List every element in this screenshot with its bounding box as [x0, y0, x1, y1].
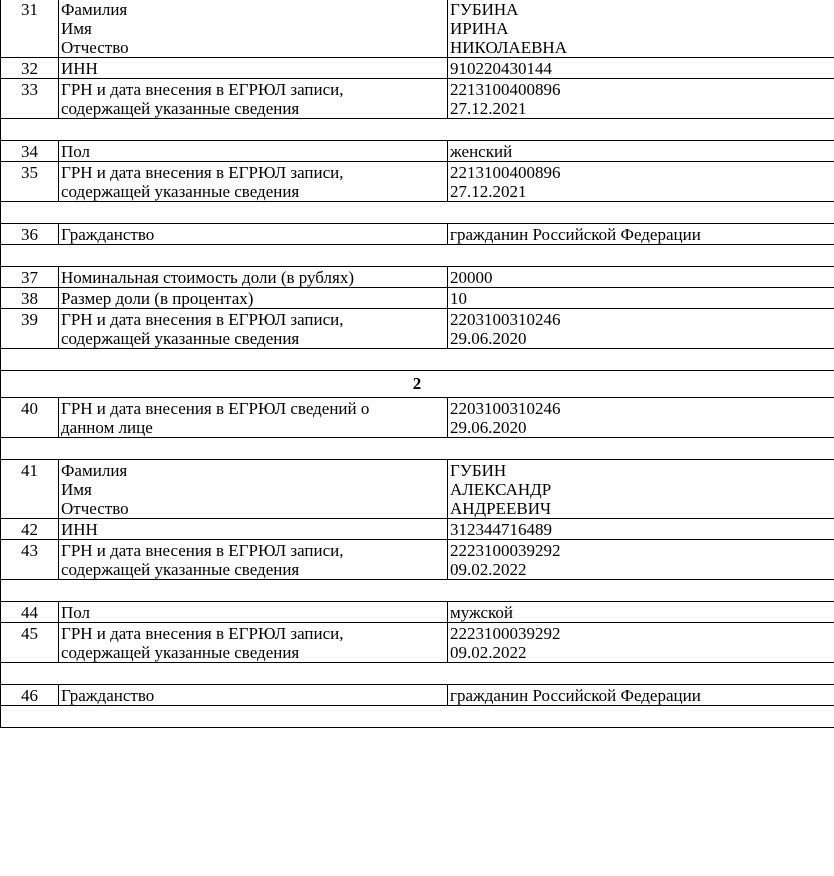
field-label-line: ИНН: [61, 520, 98, 539]
field-label-line: ГРН и дата внесения в ЕГРЮЛ записи,: [61, 80, 344, 99]
row-number: 46: [1, 685, 59, 706]
field-value-line: 27.12.2021: [450, 99, 527, 118]
table-row: [1, 288, 834, 309]
row-number: 42: [1, 519, 59, 540]
row-number: 43: [1, 540, 59, 580]
field-value-cell: [448, 398, 834, 438]
row-number: 39: [1, 309, 59, 349]
field-label-line: содержащей указанные сведения: [61, 329, 300, 348]
field-value-cell: [448, 623, 834, 663]
spacer-row: [1, 663, 834, 685]
field-label-line: ГРН и дата внесения в ЕГРЮЛ записи,: [61, 310, 344, 329]
spacer-row: [1, 245, 834, 267]
field-value-cell: [448, 79, 834, 119]
table-row: [1, 602, 834, 623]
row-number: 41: [1, 460, 59, 519]
field-label-cell: [59, 79, 448, 119]
field-value-line: 20000: [450, 268, 493, 287]
field-value-line: 2213100400896: [450, 80, 561, 99]
table-row: [1, 0, 834, 58]
field-value-line: ГУБИН: [450, 461, 507, 480]
field-value-cell: [448, 540, 834, 580]
table-row: [1, 267, 834, 288]
field-label-line: Имя: [61, 19, 92, 38]
table-row: [1, 398, 834, 438]
field-value-line: мужской: [450, 603, 514, 622]
field-value-line: 27.12.2021: [450, 182, 527, 201]
spacer-cell: [1, 245, 834, 267]
section-header-row: [1, 371, 834, 398]
field-label-cell: [59, 540, 448, 580]
row-number: 31: [1, 0, 59, 58]
table-row: [1, 162, 834, 202]
field-value-line: 2203100310246: [450, 310, 561, 329]
field-value-cell: [448, 460, 834, 519]
field-label-line: ГРН и дата внесения в ЕГРЮЛ записи,: [61, 624, 344, 643]
field-label-line: данном лице: [61, 418, 153, 437]
field-label-line: Пол: [61, 142, 91, 161]
spacer-row: [1, 119, 834, 141]
field-value-cell: [448, 224, 834, 245]
table-row: [1, 58, 834, 79]
table-row: [1, 224, 834, 245]
spacer-row: [1, 438, 834, 460]
row-number: 32: [1, 58, 59, 79]
field-value-line: 09.02.2022: [450, 643, 527, 662]
field-label-line: ГРН и дата внесения в ЕГРЮЛ записи,: [61, 541, 344, 560]
field-label-line: Фамилия: [61, 0, 128, 19]
field-label-cell: [59, 602, 448, 623]
section-number: 2: [1, 371, 834, 398]
field-label-cell: [59, 162, 448, 202]
field-value-line: 2223100039292: [450, 624, 561, 643]
field-label-line: Отчество: [61, 38, 129, 57]
field-value-line: 29.06.2020: [450, 418, 527, 437]
field-label-line: содержащей указанные сведения: [61, 99, 300, 118]
field-label-cell: [59, 288, 448, 309]
spacer-row: [1, 706, 834, 728]
field-label-line: Гражданство: [61, 225, 155, 244]
field-label-line: Пол: [61, 603, 91, 622]
field-label-cell: [59, 398, 448, 438]
row-number: 35: [1, 162, 59, 202]
field-value-cell: [448, 267, 834, 288]
spacer-row: [1, 202, 834, 224]
field-value-line: 29.06.2020: [450, 329, 527, 348]
field-label-line: ГРН и дата внесения в ЕГРЮЛ записи,: [61, 163, 344, 182]
spacer-cell: [1, 580, 834, 602]
field-label-line: Гражданство: [61, 686, 155, 705]
field-label-line: ИНН: [61, 59, 98, 78]
spacer-cell: [1, 438, 834, 460]
field-label-line: Номинальная стоимость доли (в рублях): [61, 268, 354, 287]
field-value-line: ИРИНА: [450, 19, 509, 38]
row-number: 45: [1, 623, 59, 663]
spacer-cell: [1, 349, 834, 371]
row-number: 37: [1, 267, 59, 288]
spacer-cell: [1, 663, 834, 685]
table-row: [1, 460, 834, 519]
field-label-line: содержащей указанные сведения: [61, 643, 300, 662]
field-label-cell: [59, 460, 448, 519]
field-label-line: Имя: [61, 480, 92, 499]
field-label-line: Фамилия: [61, 461, 128, 480]
field-value-line: гражданин Российской Федерации: [450, 686, 701, 705]
table-row: [1, 540, 834, 580]
field-value-line: 2223100039292: [450, 541, 561, 560]
row-number: 38: [1, 288, 59, 309]
field-label-cell: [59, 685, 448, 706]
field-label-line: содержащей указанные сведения: [61, 182, 300, 201]
field-value-cell: [448, 309, 834, 349]
field-label-line: Размер доли (в процентах): [61, 289, 254, 308]
egrul-table-body: [1, 0, 834, 728]
field-value-line: АНДРЕЕВИЧ: [450, 499, 552, 518]
field-value-line: 2213100400896: [450, 163, 561, 182]
field-label-cell: [59, 309, 448, 349]
row-number: 36: [1, 224, 59, 245]
field-label-cell: [59, 141, 448, 162]
field-value-line: 10: [450, 289, 467, 308]
field-value-line: НИКОЛАЕВНА: [450, 38, 567, 57]
table-row: [1, 309, 834, 349]
field-value-cell: [448, 0, 834, 58]
spacer-cell: [1, 202, 834, 224]
row-number: 33: [1, 79, 59, 119]
field-label-line: Отчество: [61, 499, 129, 518]
table-row: [1, 79, 834, 119]
field-value-line: АЛЕКСАНДР: [450, 480, 552, 499]
field-value-line: 09.02.2022: [450, 560, 527, 579]
field-value-line: женский: [450, 142, 513, 161]
field-label-line: содержащей указанные сведения: [61, 560, 300, 579]
field-value-line: 910220430144: [450, 59, 552, 78]
table-row: [1, 685, 834, 706]
field-value-cell: [448, 602, 834, 623]
field-label-cell: [59, 58, 448, 79]
field-value-line: ГУБИНА: [450, 0, 519, 19]
field-label-cell: [59, 519, 448, 540]
field-label-cell: [59, 623, 448, 663]
table-row: [1, 623, 834, 663]
field-label-line: ГРН и дата внесения в ЕГРЮЛ сведений о: [61, 399, 370, 418]
spacer-cell: [1, 706, 834, 728]
field-value-cell: [448, 519, 834, 540]
field-value-cell: [448, 58, 834, 79]
table-row: [1, 141, 834, 162]
field-value-line: 312344716489: [450, 520, 552, 539]
field-value-cell: [448, 162, 834, 202]
spacer-row: [1, 349, 834, 371]
spacer-cell: [1, 119, 834, 141]
field-label-cell: [59, 224, 448, 245]
field-value-cell: [448, 685, 834, 706]
row-number: 44: [1, 602, 59, 623]
field-label-cell: [59, 267, 448, 288]
field-value-cell: [448, 141, 834, 162]
spacer-row: [1, 580, 834, 602]
row-number: 40: [1, 398, 59, 438]
field-value-line: 2203100310246: [450, 399, 561, 418]
field-value-cell: [448, 288, 834, 309]
field-label-cell: [59, 0, 448, 58]
row-number: 34: [1, 141, 59, 162]
table-row: [1, 519, 834, 540]
field-value-line: гражданин Российской Федерации: [450, 225, 701, 244]
